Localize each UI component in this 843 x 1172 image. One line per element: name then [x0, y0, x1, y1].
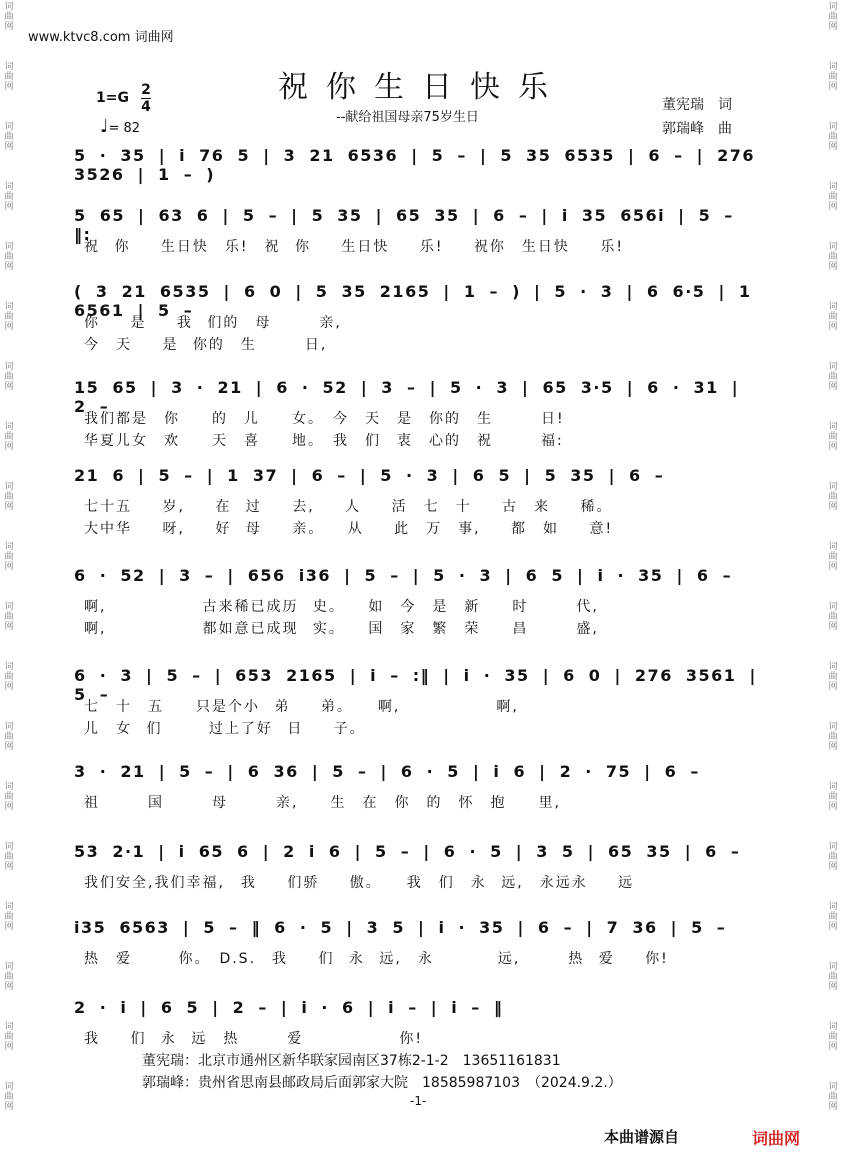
- contact-composer: 郭瑞峰：贵州省思南县邮政局后面郭家大院 18585987103 （2024.9.2.）: [142, 1075, 622, 1091]
- time-signature: [141, 83, 151, 114]
- melody-line: 5 65 | 63 6 | 5 – | 5 35 | 65 35 | 6 – | i 35 656i | 5 – ‖:: [74, 206, 734, 244]
- watermark-text: 词曲网: [828, 182, 838, 212]
- watermark-text: 词曲网: [828, 122, 838, 152]
- tempo-value: = 82: [108, 121, 141, 136]
- watermark-text: 词曲网: [4, 962, 14, 992]
- lyric-line: 七十五 岁, 在 过 去, 人 活 七 十 古 来 稀。: [84, 499, 613, 515]
- watermark-text: 词曲网: [4, 1022, 14, 1052]
- contact-lyricist: 董宪瑞：北京市通州区新华联家园南区37栋2-1-2 13651161831: [142, 1053, 561, 1069]
- watermark-text: 词曲网: [828, 902, 838, 932]
- song-title: 祝你生日快乐: [278, 70, 566, 105]
- page-number: -1-: [410, 1094, 427, 1108]
- watermark-text: 词曲网: [828, 2, 838, 32]
- watermark-text: 词曲网: [4, 242, 14, 272]
- lyric-line: 热 爱 你。 D.S. 我 们 永 远, 永 远, 热 爱 你!: [84, 951, 669, 967]
- watermark-text: 词曲网: [828, 62, 838, 92]
- watermark-text: 词曲网: [828, 782, 838, 812]
- melody-line: 53 2·1 | i 65 6 | 2 i 6 | 5 – | 6 · 5 | 3 5 | 65 35 | 6 –: [74, 842, 741, 861]
- watermark-text: 词曲网: [4, 302, 14, 332]
- watermark-text: 词曲网: [4, 482, 14, 512]
- tempo-marking: [100, 116, 140, 137]
- time-sig-bottom: 4: [141, 99, 151, 115]
- watermark-text: 词曲网: [4, 62, 14, 92]
- song-subtitle: --献给祖国母亲75岁生日: [336, 110, 479, 125]
- melody-line: ( 3 21 6535 | 6 0 | 5 35 2165 | 1 – ) | 5 · 3 | 6 6·5 | 1 6561 | 5 –: [74, 282, 752, 320]
- lyric-line: 儿 女 们 过上了好 日 子。: [84, 721, 366, 737]
- lyric-line: 啊, 都如意已成现 实。 国 家 繁 荣 昌 盛,: [84, 621, 599, 637]
- watermark-text: 词曲网: [4, 842, 14, 872]
- watermark-text: 词曲网: [828, 1082, 838, 1112]
- source-label: 本曲谱源自: [604, 1128, 680, 1146]
- watermark-text: 词曲网: [828, 962, 838, 992]
- lyric-line: 我 们 永 远 热 爱 你!: [84, 1031, 423, 1047]
- lyric-line: 啊, 古来稀已成历 史。 如 今 是 新 时 代,: [84, 599, 599, 615]
- melody-line: 2 · i | 6 5 | 2 – | i · 6 | i – | i – ‖: [74, 998, 504, 1017]
- watermark-text: 词曲网: [4, 422, 14, 452]
- lyric-line: 华夏儿女 欢 天 喜 地。 我 们 衷 心的 祝 福:: [84, 433, 564, 449]
- lyric-line: 七 十 五 只是个小 弟 弟。 啊, 啊,: [84, 699, 519, 715]
- quarter-note-icon: ♩: [100, 116, 109, 137]
- composer-credit: 郭瑞峰 曲: [662, 121, 732, 137]
- melody-line: 6 · 52 | 3 – | 656 i36 | 5 – | 5 · 3 | 6 5 | i · 35 | 6 –: [74, 566, 733, 585]
- lyric-line: 我们都是 你 的 儿 女。 今 天 是 你的 生 日!: [84, 411, 565, 427]
- watermark-text: 词曲网: [4, 2, 14, 32]
- melody-line: 15 65 | 3 · 21 | 6 · 52 | 3 – | 5 · 3 | 65 3·5 | 6 · 31 | 2 –: [74, 378, 740, 416]
- key-signature: 1=G: [96, 90, 129, 106]
- lyric-line: 今 天 是 你的 生 日,: [84, 337, 328, 353]
- watermark-text: 词曲网: [4, 662, 14, 692]
- melody-line: 3 · 21 | 5 – | 6 36 | 5 – | 6 · 5 | i 6 | 2 · 75 | 6 –: [74, 762, 700, 781]
- melody-line: 21 6 | 5 – | 1 37 | 6 – | 5 · 3 | 6 5 | 5 35 | 6 –: [74, 466, 665, 485]
- watermark-text: 词曲网: [4, 542, 14, 572]
- watermark-text: 词曲网: [828, 422, 838, 452]
- watermark-text: 词曲网: [4, 182, 14, 212]
- melody-line: i35 6563 | 5 – ‖ 6 · 5 | 3 5 | i · 35 | 6 – | 7 36 | 5 –: [74, 918, 727, 937]
- site-header[interactable]: www.ktvc8.com 词曲网: [28, 30, 174, 45]
- watermark-text: 词曲网: [4, 362, 14, 392]
- melody-line: 5 · 35 | i 76 5 | 3 21 6536 | 5 – | 5 35 6535 | 6 – | 276 3526 | 1 – ): [74, 146, 755, 184]
- lyric-line: 你 是 我 们的 母 亲,: [84, 315, 342, 331]
- lyric-line: 祝 你 生日快 乐! 祝 你 生日快 乐! 祝你 生日快 乐!: [84, 239, 624, 255]
- melody-line: 6 · 3 | 5 – | 653 2165 | i – :‖ | i · 35 | 6 0 | 276 3561 | 5 –: [74, 666, 757, 704]
- watermark-text: 词曲网: [828, 722, 838, 752]
- watermark-text: 词曲网: [828, 842, 838, 872]
- watermark-text: 词曲网: [4, 782, 14, 812]
- watermark-text: 词曲网: [828, 1022, 838, 1052]
- watermark-text: 词曲网: [828, 542, 838, 572]
- lyric-line: 祖 国 母 亲, 生 在 你 的 怀 抱 里,: [84, 795, 561, 811]
- watermark-left: [2, 0, 16, 1142]
- watermark-text: 词曲网: [828, 602, 838, 632]
- watermark-text: 词曲网: [4, 1082, 14, 1112]
- watermark-text: 词曲网: [828, 662, 838, 692]
- watermark-text: 词曲网: [828, 482, 838, 512]
- time-sig-top: 2: [141, 82, 151, 98]
- watermark-text: 词曲网: [828, 362, 838, 392]
- watermark-text: 词曲网: [4, 902, 14, 932]
- source-logo[interactable]: 词曲网: [752, 1129, 801, 1148]
- lyric-line: 大中华 呀, 好 母 亲。 从 此 万 事, 都 如 意!: [84, 521, 614, 537]
- watermark-text: 词曲网: [828, 302, 838, 332]
- lyricist-credit: 董宪瑞 词: [662, 97, 732, 113]
- watermark-text: 词曲网: [4, 602, 14, 632]
- watermark-text: 词曲网: [828, 242, 838, 272]
- watermark-text: 词曲网: [4, 722, 14, 752]
- lyric-line: 我们安全,我们幸福, 我 们骄 傲。 我 们 永 远, 永远永 远: [84, 875, 635, 891]
- watermark-right: [826, 0, 840, 1142]
- watermark-text: 词曲网: [4, 122, 14, 152]
